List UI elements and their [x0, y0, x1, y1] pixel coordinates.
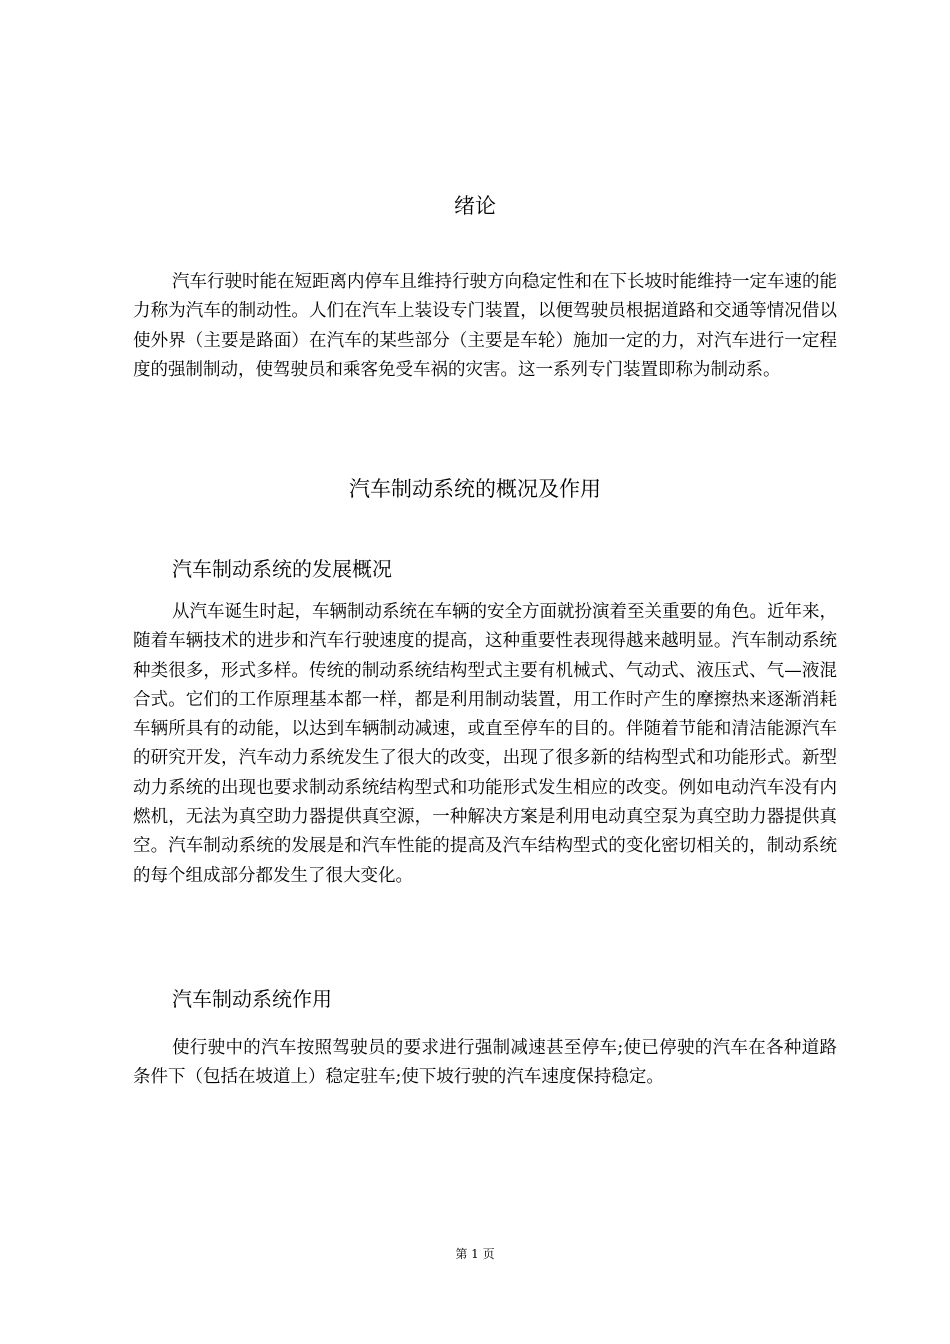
page-title: 绪论 — [454, 194, 496, 218]
intro-paragraph: 汽车行驶时能在短距离内停车且维持行驶方向稳定性和在下长坡时能维持一定车速的能力称为汽车的制动性。人们在汽车上装设专门装置，以便驾驶员根据道路和交通等情况借以使外界（主要是路面）在汽车的某些部分（主要是车轮）施加一定的力，对汽车进行一定程度的强制制动，使驾驶员和乘客免受车祸的灾害。这一系列专门装置即称为制动系。 — [133, 272, 837, 380]
subsection-paragraph-function: 使行驶中的汽车按照驾驶员的要求进行强制减速甚至停车;使已停驶的汽车在各种道路条件下（包括在坡道上）稳定驻车;使下坡行驶的汽车速度保持稳定。 — [133, 1038, 837, 1088]
subsection-heading-function: 汽车制动系统作用 — [172, 987, 332, 1011]
section-title: 汽车制动系统的概况及作用 — [349, 477, 601, 501]
subsection-paragraph-development: 从汽车诞生时起，车辆制动系统在车辆的安全方面就扮演着至关重要的角色。近年来，随着车辆技术的进步和汽车行驶速度的提高，这种重要性表现得越来越明显。汽车制动系统种类很多，形式多样。传统的制动系统结构型式主要有机械式、气动式、液压式、气—液混合式。它们的工作原理基本都一样，都是利用制动装置，用工作时产生的摩擦热来逐渐消耗车辆所具有的动能，以达到车辆制动减速，或直至停车的目的。伴随着节能和清洁能源汽车的研究开发，汽车动力系统发生了很大的改变，出现了很多新的结构型式和功能形式。新型动力系统的出现也要求制动系统结构型式和功能形式发生相应的改变。例如电动汽车没有内燃机，无法为真空助力器提供真空源，一种解决方案是利用电动真空泵为真空助力器提供真空。汽车制动系统的发展是和汽车性能的提高及汽车结构型式的变化密切相关的，制动系统的每个组成部分都发生了很大变化。 — [133, 602, 837, 886]
page-number: 第 1 页 — [455, 1247, 495, 1261]
subsection-heading-development: 汽车制动系统的发展概况 — [172, 557, 392, 581]
